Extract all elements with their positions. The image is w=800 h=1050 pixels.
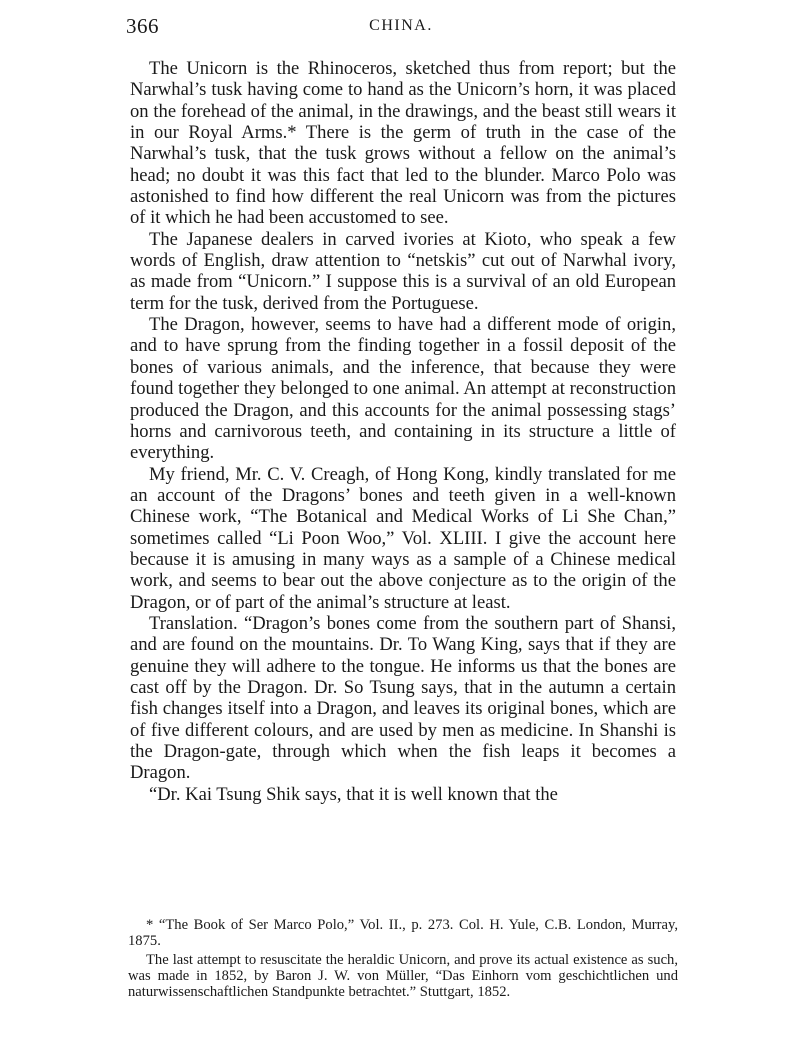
paragraph-dragon-origin: The Dragon, however, seems to have had a different mode of origin, and to have sprung from the finding together in a fossil deposit of the bones of various animals, and the inference, that because they were found together they belonged to one animal. An attempt at reconstruction produced the Dragon, and this accounts for the animal possessing stags’ horns and carnivorous teeth, and containing in its structure a little of everything. bbox=[130, 314, 676, 464]
paragraph-kai-tsung-shik: “Dr. Kai Tsung Shik says, that it is well known that the bbox=[149, 783, 558, 805]
paragraph-unicorn: The Unicorn is the Rhinoceros, sketched thus from report; but the Narwhal’s tusk having come to hand as the Unicorn’s horn, it was placed on the forehead of the animal, in the drawings, and the beast still wears it in our Royal Arms.* There is the germ of truth in the case of the Narwhal’s tusk, that the tusk grows without a fellow on the animal’s head; no doubt it was this fact that led to the blunder. Marco Polo was astonished to find how different the real Unicorn was from the pictures of it which he had been accustomed to see. bbox=[130, 58, 676, 229]
paragraph-translation: Translation. “Dragon’s bones come from the southern part of Shansi, and are found on the mountains. Dr. To Wang King, says that if they are genuine they will adhere to the tongue. He informs us that the bones are cast off by the Dragon. Dr. So Tsung says, that in the autumn a certain fish changes itself into a Dragon, and leaves its original bones, which are of five different colours, and are used by men as medicine. In Shanshi is the Dragon-gate, through which when the fish leaps it becomes a Dragon. bbox=[130, 612, 676, 784]
paragraph-japanese-dealers: The Japanese dealers in carved ivories at Kioto, who speak a few words of English, draw attention to “netskis” cut out of Narwhal ivory, as made from “Unicorn.” I suppose this is a survival of an old European term for the tusk, derived from the Portuguese. bbox=[130, 228, 676, 314]
main-text bbox=[130, 58, 676, 805]
page-header bbox=[126, 14, 676, 42]
page-number: 366 bbox=[126, 14, 159, 38]
footnote-marco-polo: * “The Book of Ser Marco Polo,” Vol. II., p. 273. Col. H. Yule, C.B. London, Murray, 1875. bbox=[128, 917, 678, 950]
footnotes bbox=[128, 917, 678, 1002]
footnote-heraldic-unicorn: The last attempt to resuscitate the heraldic Unicorn, and prove its actual existence as such, was made in 1852, by Baron J. W. von Müller, “Das Einhorn vom geschichtlichen und naturwissenschaftlichen Standpunkte betrachtet.” Stuttgart, 1852. bbox=[128, 951, 678, 1001]
running-head: CHINA. bbox=[369, 17, 433, 34]
paragraph-creagh-account: My friend, Mr. C. V. Creagh, of Hong Kong, kindly translated for me an account of the Dragons’ bones and teeth given in a well-known Chinese work, “The Botanical and Medical Works of Li She Chan,” sometimes called “Li Poon Woo,” Vol. XLIII. I give the account here because it is amusing in many ways as a sample of a Chinese medical work, and seems to bear out the above conjecture as to the origin of the Dragon, or of part of the animal’s structure at least. bbox=[130, 463, 676, 613]
